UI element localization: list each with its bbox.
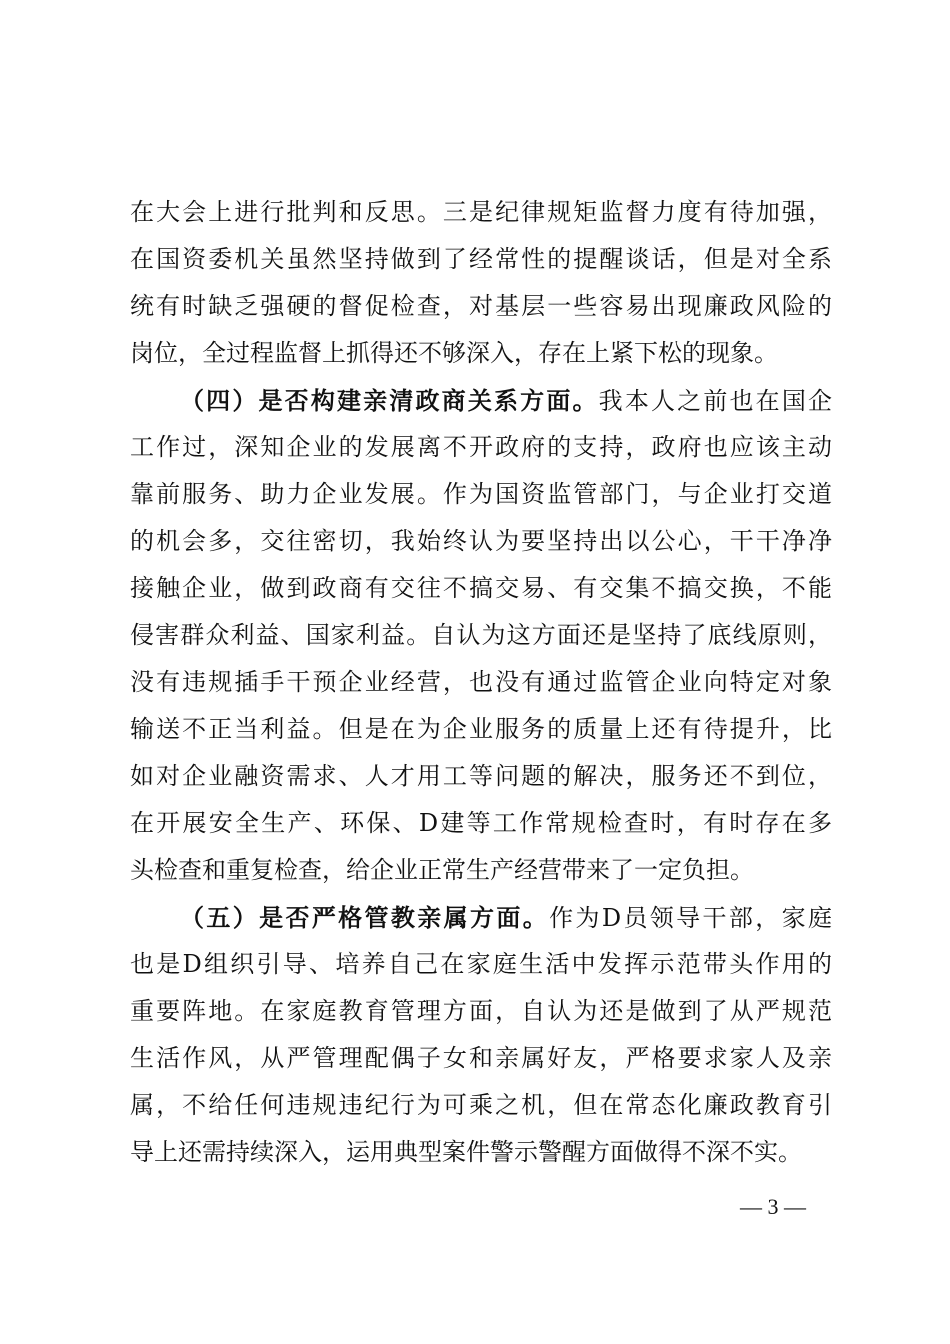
body-line: 导上还需持续深入，运用典型案件警示警醒方面做得不深不实。 — [130, 1138, 802, 1166]
body-line: 头检查和重复检查，给企业正常生产经营带来了一定负担。 — [130, 856, 754, 884]
body-line: 没有违规插手干预企业经营，也没有通过监管企业向特定对象 — [130, 668, 832, 696]
section-4-heading: （四）是否构建亲清政商关系方面。 — [180, 386, 599, 415]
body-line: 靠前服务、助力企业发展。作为国资监管部门，与企业打交道 — [130, 480, 832, 508]
body-line: 生活作风，从严管理配偶子女和亲属好友，严格要求家人及亲 — [130, 1044, 832, 1072]
body-line: 在大会上进行批判和反思。三是纪律规矩监督力度有待加强， — [130, 198, 832, 226]
body-line: 统有时缺乏强硬的督促检查，对基层一些容易出现廉政风险的 — [130, 292, 832, 320]
body-line: 重要阵地。在家庭教育管理方面，自认为还是做到了从严规范 — [130, 997, 832, 1025]
body-line: 侵害群众利益、国家利益。自认为这方面还是坚持了底线原则， — [130, 621, 832, 649]
body-line: 输送不正当利益。但是在为企业服务的质量上还有待提升，比 — [130, 715, 832, 743]
body-line: 的机会多，交往密切，我始终认为要坚持出以公心，干干净净 — [130, 527, 832, 555]
body-line: 也是D组织引导、培养自己在家庭生活中发挥示范带头作用的 — [130, 950, 832, 978]
body-line: 接触企业，做到政商有交往不搞交易、有交集不搞交换，不能 — [130, 574, 832, 602]
body-line: 如对企业融资需求、人才用工等问题的解决，服务还不到位， — [130, 762, 832, 790]
body-line: 工作过，深知企业的发展离不开政府的支持，政府也应该主动 — [130, 433, 832, 461]
body-line: 属，不给任何违规违纪行为可乘之机，但在常态化廉政教育引 — [130, 1091, 832, 1119]
document-body — [130, 189, 832, 1176]
section-5-lead-text: 作为D员领导干部，家庭 — [549, 904, 832, 932]
section-4-lead-text: 我本人之前也在国企 — [598, 387, 833, 415]
section-5-first-line — [130, 894, 832, 941]
section-4-first-line — [130, 377, 832, 424]
body-line: 岗位，全过程监督上抓得还不够深入，存在上紧下松的现象。 — [130, 339, 778, 367]
body-line: 在开展安全生产、环保、D建等工作常规检查时，有时存在多 — [130, 809, 832, 837]
page-number: — 3 — — [740, 1194, 806, 1219]
section-5-heading: （五）是否严格管教亲属方面。 — [180, 903, 550, 932]
body-line: 在国资委机关虽然坚持做到了经常性的提醒谈话，但是对全系 — [130, 245, 832, 273]
